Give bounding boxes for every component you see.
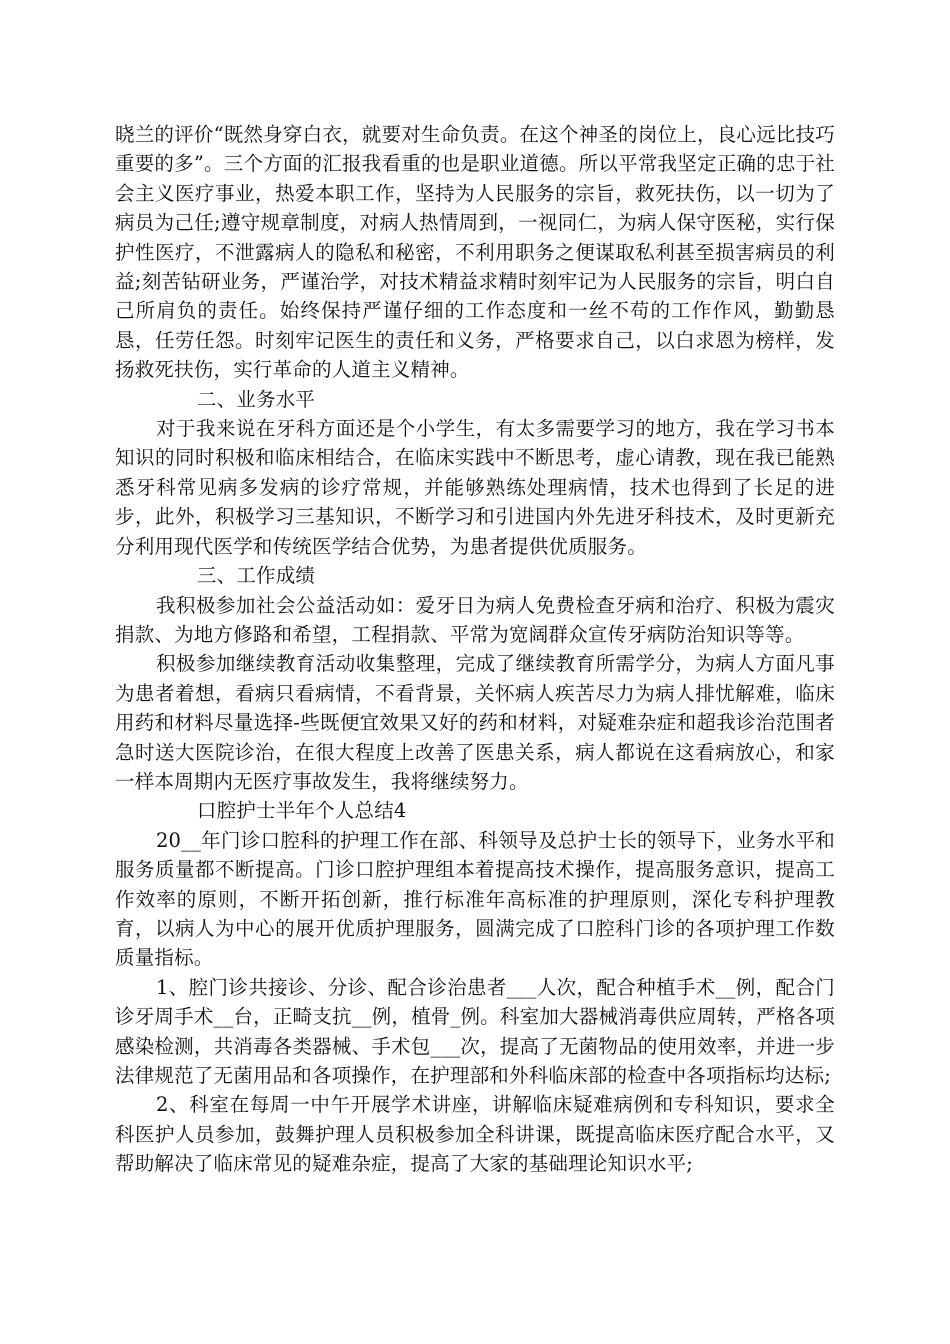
section-heading-summary-4: 口腔护士半年个人总结4 <box>196 799 407 823</box>
section-heading-work-achievements: 三、工作成绩 <box>196 564 316 588</box>
paragraph-item-2: 2、科室在每周一中午开展学术讲座，讲解临床疑难病例和专科知识，要求全科医护人员参加，鼓舞护理人员积极参加全科讲课，既提高临床医疗配合水平，又帮助解决了临床常见的疑难杂症，提高了大家的基础理论知识水平; <box>115 1093 835 1176</box>
document-body <box>115 120 835 1179</box>
section-heading-business-level: 二、业务水平 <box>196 387 316 411</box>
paragraph-business-level: 对于我来说在牙科方面还是个小学生，有太多需要学习的地方，我在学习书本知识的同时积极和临床相结合，在临床实践中不断思考，虚心请教，现在我已能熟悉牙科常见病多发病的诊疗常规，并能够熟练处理病情，技术也得到了长足的进步，此外，积极学习三基知识，不断学习和引进国内外先进牙科技术，及时更新充分利用现代医学和传统医学结合优势，为患者提供优质服务。 <box>115 417 835 558</box>
paragraph-continuing-education: 积极参加继续教育活动收集整理，完成了继续教育所需学分，为病人方面凡事为患者着想，看病只看病情，不看背景，关怀病人疾苦尽力为病人排忧解难，临床用药和材料尽量选择-些既便宜效果又好的药和材料，对疑难杂症和超我诊治范围者急时送大医院诊治，在很大程度上改善了医患关系，病人都说在这看病放心，和家一样本周期内无医疗事故发生，我将继续努力。 <box>115 652 835 793</box>
paragraph-public-welfare: 我积极参加社会公益活动如：爱牙日为病人免费检查牙病和治疗、积极为震灾捐款、为地方修路和希望，工程捐款、平常为宽阔群众宣传牙病防治知识等等。 <box>115 593 835 646</box>
paragraph-item-1: 1、腔门诊共接诊、分诊、配合诊治患者___人次，配合种植手术__例，配合门诊牙周手术__台，正畸支抗__例，植骨_例。科室加大器械消毒供应周转，严格各项感染检测，共消毒各类器械、手术包___次，提高了无菌物品的使用效率，并进一步法律规范了无菌用品和各项操作，在护理部和外科临床部的检查中各项指标均达标; <box>115 975 835 1087</box>
paragraph-professional-ethics: 晓兰的评价“既然身穿白衣，就要对生命负责。在这个神圣的岗位上，良心远比技巧重要的多”。三个方面的汇报我看重的也是职业道德。所以平常我坚定正确的忠于社会主义医疗事业，热爱本职工作，坚持为人民服务的宗旨，救死扶伤，以一切为了病员为己任;遵守规章制度，对病人热情周到，一视同仁，为病人保守医秘，实行保护性医疗，不泄露病人的隐私和秘密，不利用职务之便谋取私利甚至损害病员的利益;刻苦钻研业务，严谨治学，对技术精益求精时刻牢记为人民服务的宗旨，明白自己所肩负的责任。始终保持严谨仔细的工作态度和一丝不苟的工作作风，勤勤恳恳，任劳任怨。时刻牢记医生的责任和义务，严格要求自己，以白求恩为榜样，发扬救死扶伤，实行革命的人道主义精神。 <box>115 123 835 382</box>
paragraph-nursing-overview: 20__年门诊口腔科的护理工作在部、科领导及总护士长的领导下，业务水平和服务质量都不断提高。门诊口腔护理组本着提高技术操作，提高服务意识，提高工作效率的原则，不断开拓创新，推行标准年高标准的护理原则，深化专科护理教育，以病人为中心的展开优质护理服务，圆满完成了口腔科门诊的各项护理工作数质量指标。 <box>115 828 835 970</box>
